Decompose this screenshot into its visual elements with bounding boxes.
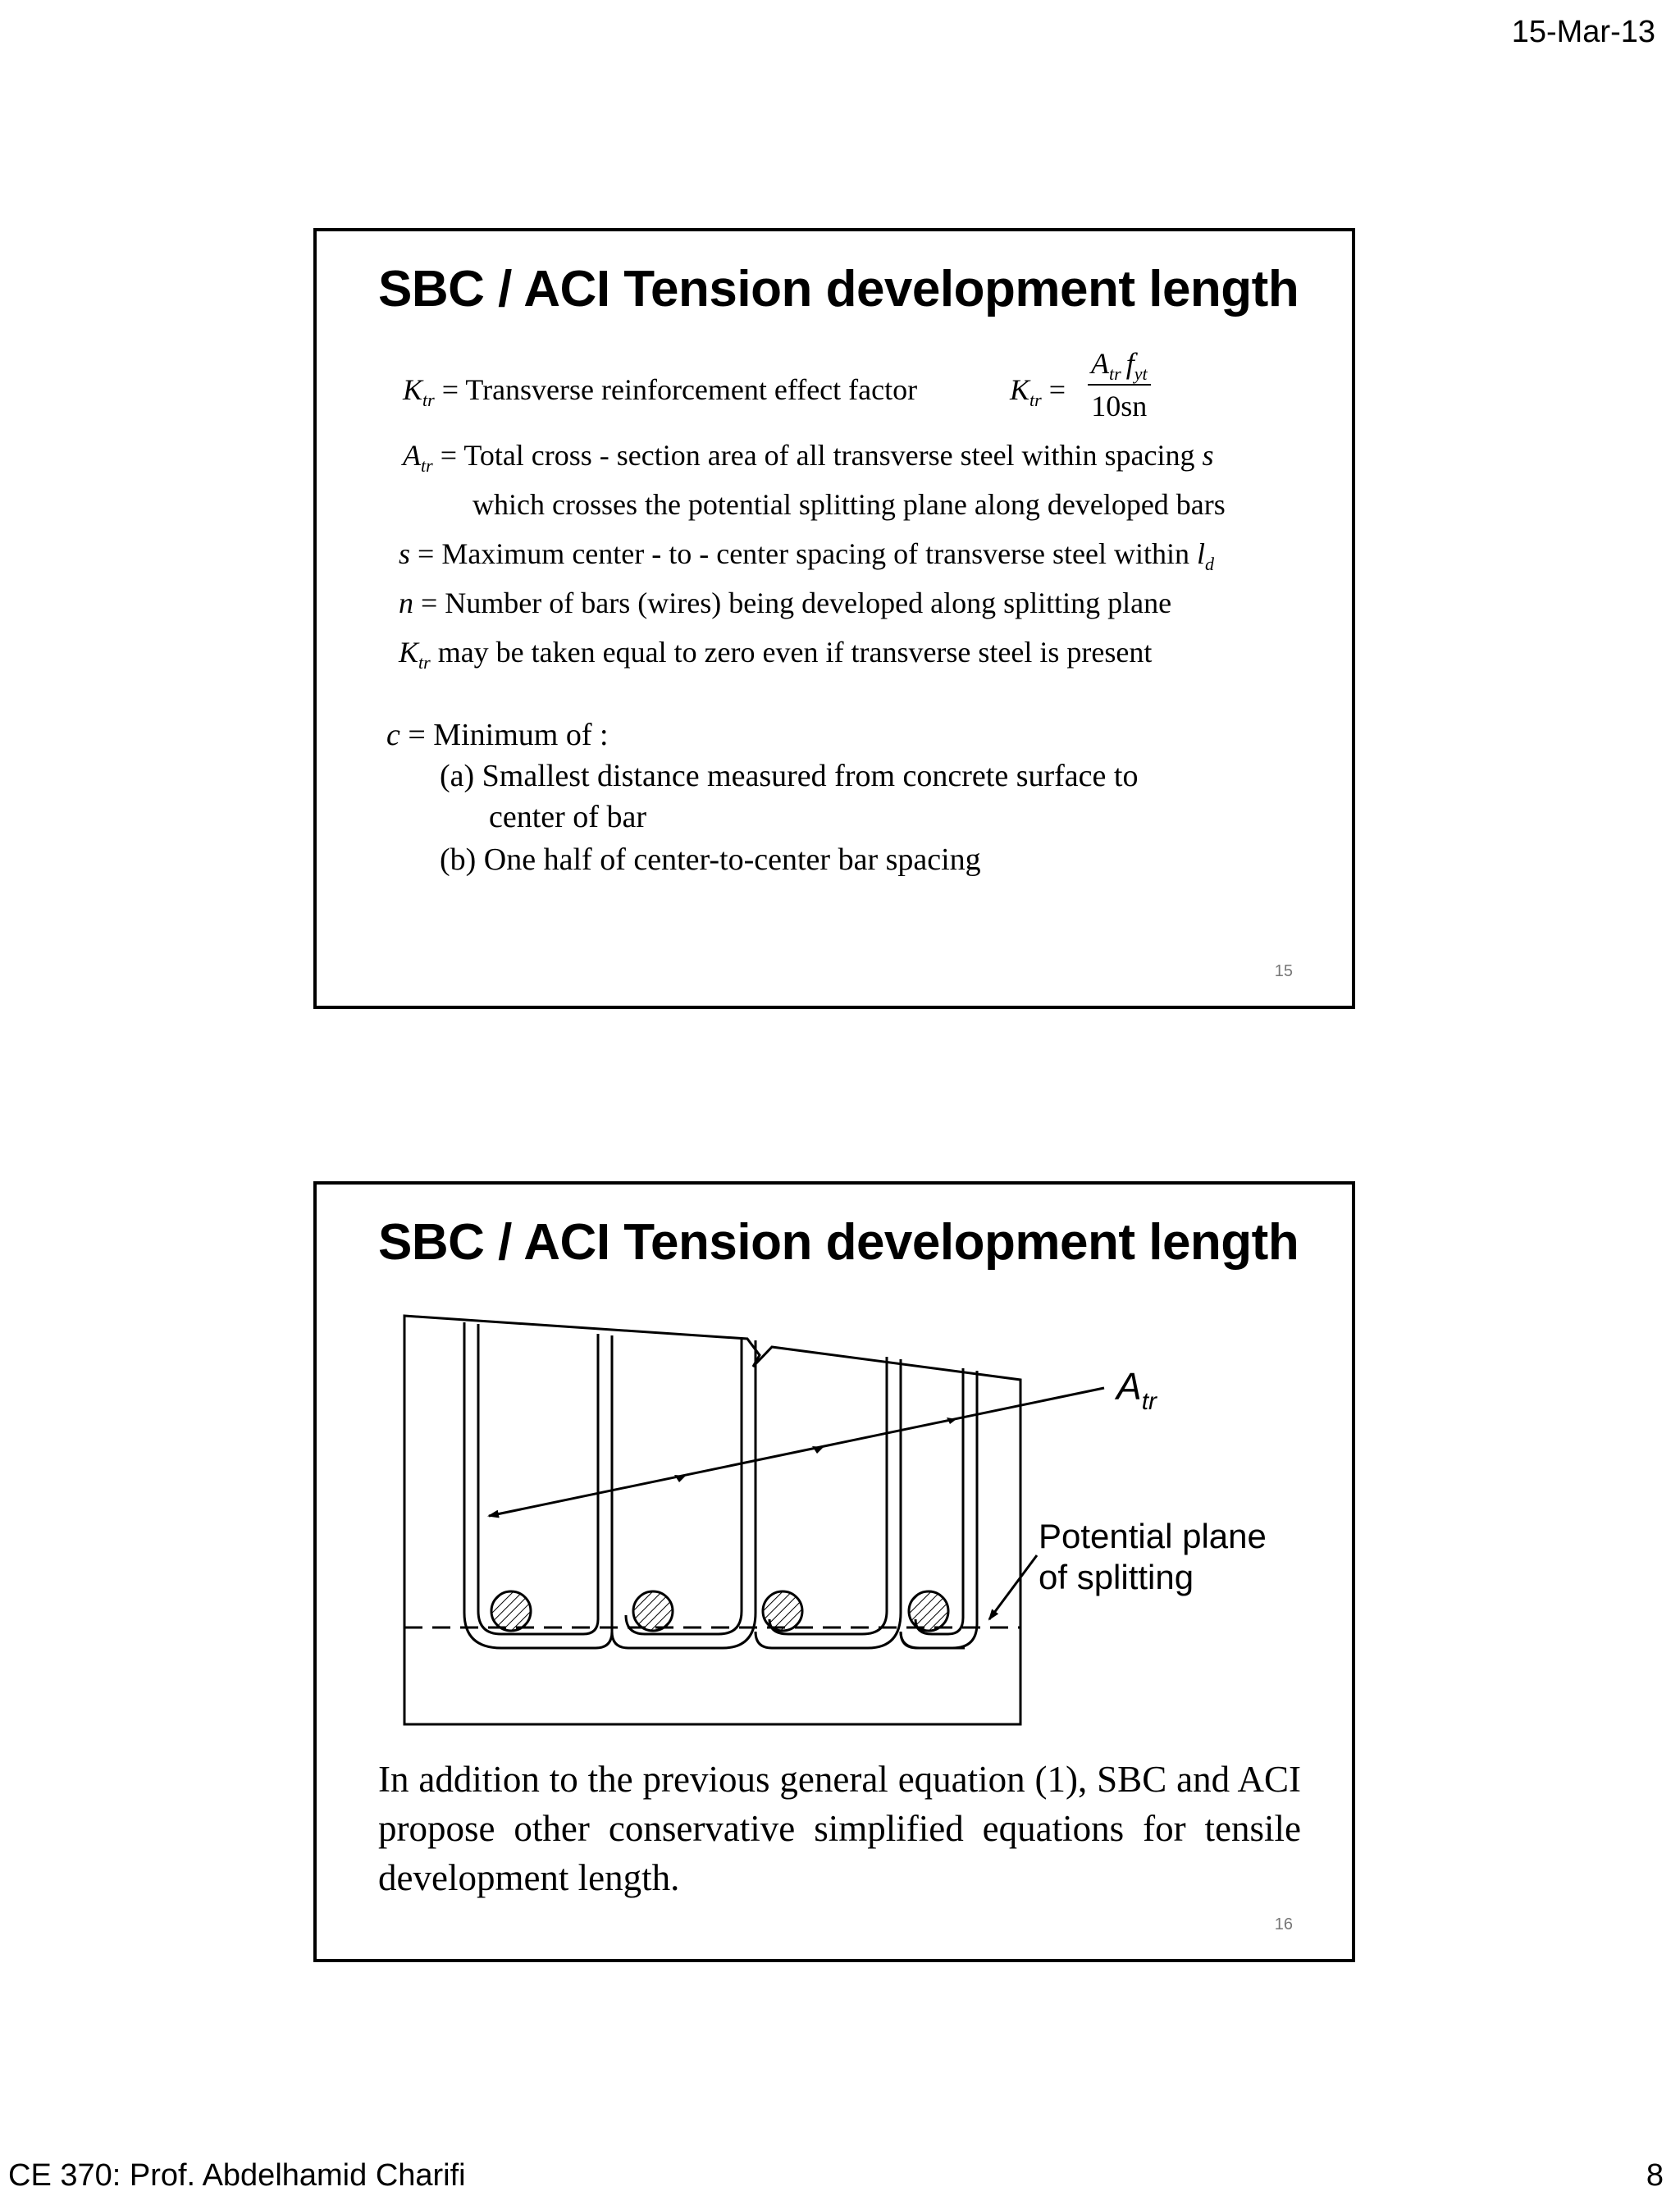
num-f: f bbox=[1125, 347, 1134, 380]
atr-arrow-line bbox=[489, 1388, 1104, 1516]
c-option-a: (a) Smallest distance measured from concrete surface to bbox=[440, 759, 1139, 793]
atr-definition bbox=[403, 439, 1214, 476]
bar bbox=[909, 1591, 948, 1631]
splitting-plane-diagram bbox=[317, 1185, 1352, 1759]
ktr0-def-text: may be taken equal to zero even if transverse steel is present bbox=[430, 636, 1153, 669]
c-option-a-cont: center of bar bbox=[489, 800, 646, 834]
header-date: 15-Mar-13 bbox=[1511, 15, 1655, 49]
formula-lhs-symbol: K bbox=[1010, 373, 1030, 406]
ktr-formula-lhs bbox=[1010, 373, 1066, 410]
plane-label-line1: Potential plane bbox=[1039, 1517, 1267, 1555]
atr-def-line1: = Total cross - section area of all transverse steel within spacing bbox=[432, 439, 1203, 472]
ktr-symbol: K bbox=[403, 373, 423, 406]
num-a: A bbox=[1091, 347, 1109, 380]
atr-symbol: A bbox=[403, 439, 421, 472]
n-definition bbox=[399, 588, 1171, 618]
plane-label-line2: of splitting bbox=[1039, 1558, 1194, 1596]
atr-arrow-tick bbox=[812, 1446, 824, 1454]
c-symbol: c bbox=[386, 718, 400, 752]
ktr0-symbol: K bbox=[399, 636, 419, 669]
ktr-def-text: = Transverse reinforcement effect factor bbox=[434, 373, 918, 406]
bar bbox=[491, 1591, 531, 1631]
footer-course: CE 370: Prof. Abdelhamid Charifi bbox=[8, 2158, 466, 2193]
slide-number: 15 bbox=[1274, 962, 1293, 980]
s-def-text: = Maximum center - to - center spacing of transverse steel within bbox=[410, 537, 1198, 570]
atr-arrow-tick bbox=[674, 1475, 686, 1482]
fraction-denominator: 10sn bbox=[1091, 390, 1148, 422]
atr-sub: tr bbox=[421, 455, 433, 476]
slide-title: SBC / ACI Tension development length bbox=[378, 1214, 1299, 1271]
c-option-b: (b) One half of center-to-center bar spacing bbox=[440, 842, 981, 877]
longitudinal-bars bbox=[491, 1591, 948, 1631]
ktr-formula-fraction bbox=[1088, 346, 1151, 423]
s-def-var-sub: d bbox=[1205, 554, 1215, 574]
slide-paragraph: In addition to the previous general equation (1), SBC and ACI propose other conservative simplified equations for tensile development length. bbox=[378, 1759, 1301, 1898]
s-def-var: l bbox=[1197, 537, 1206, 570]
formula-lhs-sub: tr bbox=[1029, 390, 1042, 410]
ktr0-sub: tr bbox=[418, 652, 431, 673]
ktr-zero-note bbox=[399, 636, 1153, 673]
n-def-text: = Number of bars (wires) being developed along splitting plane bbox=[413, 587, 1172, 619]
atr-def-var: s bbox=[1202, 439, 1214, 472]
atr-label: $A_{tr}$ bbox=[1116, 1365, 1157, 1415]
n-symbol: n bbox=[399, 587, 413, 619]
num-f-sub: yt bbox=[1134, 363, 1148, 384]
footer-page-number: 8 bbox=[1646, 2158, 1664, 2193]
s-definition bbox=[399, 537, 1215, 574]
c-def-text: = Minimum of : bbox=[399, 718, 609, 752]
beam-outline bbox=[404, 1316, 1020, 1724]
ktr-definition bbox=[403, 373, 918, 410]
slide-16 bbox=[313, 1181, 1355, 1962]
slide-title: SBC / ACI Tension development length bbox=[378, 261, 1299, 317]
num-a-sub: tr bbox=[1109, 363, 1121, 384]
slide-15 bbox=[313, 228, 1355, 1009]
atr-definition-line2: which crosses the potential splitting plane along developed bars bbox=[472, 488, 1226, 521]
s-symbol: s bbox=[399, 537, 411, 570]
stirrups bbox=[464, 1322, 977, 1648]
c-definition bbox=[386, 719, 609, 751]
plane-pointer bbox=[989, 1555, 1037, 1619]
slide-number: 16 bbox=[1274, 1915, 1293, 1933]
bar bbox=[763, 1591, 802, 1631]
formula-eq: = bbox=[1041, 373, 1066, 406]
ktr-sub: tr bbox=[422, 390, 435, 410]
bar bbox=[633, 1591, 673, 1631]
fraction-numerator bbox=[1088, 346, 1151, 386]
